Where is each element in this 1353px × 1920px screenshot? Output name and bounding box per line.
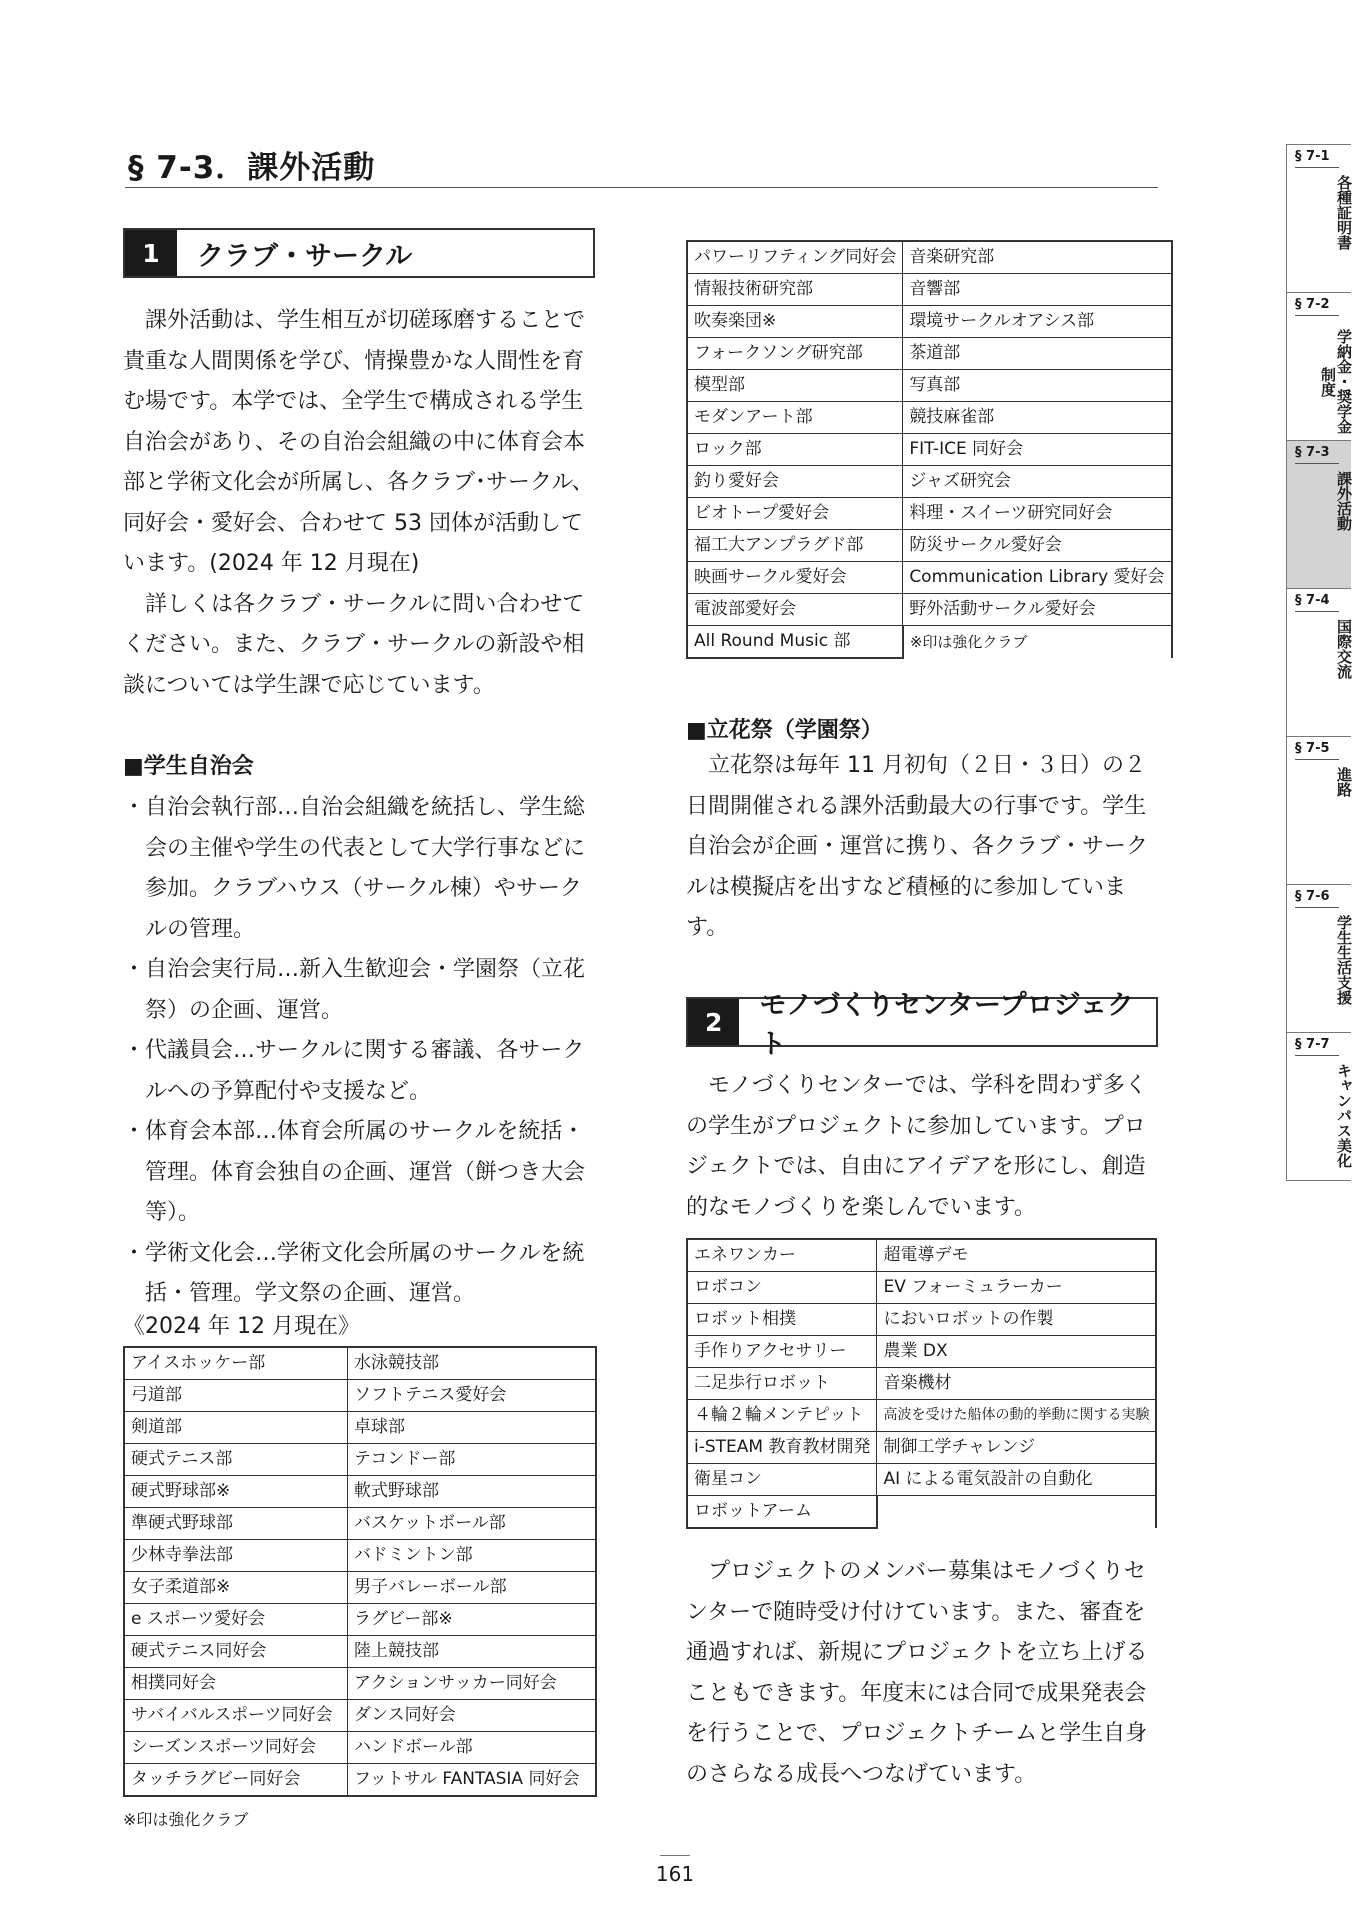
club-cell: バスケットボール部 — [348, 1508, 597, 1540]
project-cell: ロボコン — [687, 1272, 877, 1304]
tab-7-7[interactable] — [1286, 1032, 1351, 1180]
intro-paragraph-2: 詳しくは各クラブ・サークルに問い合わせてください。また、クラブ・サークルの新設や相談については学生課で応じています。 — [123, 591, 585, 698]
section-1-number: 1 — [125, 230, 177, 276]
project-cell: 制御工学チャレンジ — [877, 1432, 1157, 1464]
club-cell: All Round Music 部 — [687, 626, 903, 659]
club-cell: e スポーツ愛好会 — [124, 1604, 348, 1636]
tab-code: § 7-7 — [1295, 1037, 1330, 1052]
club-cell: FIT-ICE 同好会 — [903, 434, 1172, 466]
table-row — [124, 1732, 596, 1764]
table-row — [687, 530, 1172, 562]
club-cell: ダンス同好会 — [348, 1700, 597, 1732]
tab-7-5[interactable] — [1286, 736, 1351, 884]
table-row — [124, 1668, 596, 1700]
table-row — [687, 1272, 1156, 1304]
club-cell: テコンドー部 — [348, 1444, 597, 1476]
table-row — [687, 1239, 1156, 1272]
club-cell: 競技麻雀部 — [903, 402, 1172, 434]
table-row — [124, 1380, 596, 1412]
club-cell: 水泳競技部 — [348, 1347, 597, 1380]
tab-7-1[interactable] — [1286, 144, 1351, 292]
table-row — [124, 1412, 596, 1444]
student-council-heading: ■学生自治会 — [123, 754, 254, 779]
tab-7-4[interactable] — [1286, 588, 1351, 736]
club-cell: ロック部 — [687, 434, 903, 466]
club-cell: Communication Library 愛好会 — [903, 562, 1172, 594]
project-cell: ４輪２輪メンテピット — [687, 1400, 877, 1432]
club-cell: 軟式野球部 — [348, 1476, 597, 1508]
table-row — [687, 466, 1172, 498]
club-cell: 防災サークル愛好会 — [903, 530, 1172, 562]
club-cell: 環境サークルオアシス部 — [903, 306, 1172, 338]
project-cell: エネワンカー — [687, 1239, 877, 1272]
club-cell: 写真部 — [903, 370, 1172, 402]
club-cell: バドミントン部 — [348, 1540, 597, 1572]
table-row — [124, 1347, 596, 1380]
student-council-item: ・代議員会…サークルに関する審議、各サークルへの予算配付や支援など。 — [123, 1038, 585, 1104]
tab-code: § 7-4 — [1295, 593, 1330, 608]
student-council-item: ・自治会実行局…新入生歓迎会・学園祭（立花祭）の企画、運営。 — [123, 957, 586, 1023]
table-caption: 《2024 年 12 月現在》 — [123, 1314, 360, 1339]
section-1-intro — [123, 301, 598, 706]
tabs-end-rule — [1286, 1180, 1351, 1181]
table-row — [687, 434, 1172, 466]
club-cell: 少林寺拳法部 — [124, 1540, 348, 1572]
table-row — [687, 626, 1172, 659]
tab-label: 課外活動 — [1335, 471, 1353, 531]
club-cell: ジャズ研究会 — [903, 466, 1172, 498]
table-row — [124, 1700, 596, 1732]
student-council-list — [123, 788, 598, 1315]
project-table — [686, 1238, 1157, 1529]
table-row — [687, 241, 1172, 274]
club-cell: 硬式テニス部 — [124, 1444, 348, 1476]
table-row — [687, 402, 1172, 434]
table-row — [687, 1432, 1156, 1464]
festival-heading: ■立花祭（学園祭） — [686, 718, 883, 743]
table-row — [687, 1400, 1156, 1432]
project-cell: AI による電気設計の自動化 — [877, 1464, 1157, 1496]
club-cell: 女子柔道部※ — [124, 1572, 348, 1604]
page-number-rule — [660, 1855, 690, 1856]
section-2-header — [686, 990, 1158, 1060]
tab-7-6[interactable] — [1286, 884, 1351, 1032]
club-cell: パワーリフティング同好会 — [687, 241, 903, 274]
section-2-intro — [686, 1066, 1161, 1228]
monozukuri-paragraph-2: プロジェクトのメンバー募集はモノづくりセンターで随時受け付けています。また、審査を通過すれば、新規にプロジェクトを立ち上げることもできます。年度末には合同で成果発表会を行うことで、プロジェクトチームと学生自身のさらなる成長へつなげています。 — [686, 1559, 1148, 1787]
club-cell: ハンドボール部 — [348, 1732, 597, 1764]
table-row — [124, 1764, 596, 1797]
table-row — [687, 1336, 1156, 1368]
table-row — [124, 1636, 596, 1668]
tab-rule — [1295, 167, 1339, 168]
club-cell: 音楽研究部 — [903, 241, 1172, 274]
table-row — [124, 1444, 596, 1476]
page-number: 161 — [655, 1862, 695, 1886]
tab-rule — [1295, 907, 1339, 908]
club-table-sports — [123, 1346, 597, 1797]
section-2-number: 2 — [688, 999, 739, 1045]
tab-label: 国際交流 — [1335, 619, 1353, 679]
tab-code: § 7-5 — [1295, 741, 1330, 756]
table-row — [687, 306, 1172, 338]
table-row — [687, 1304, 1156, 1336]
tab-label: 学納金・奨学金制度 — [1319, 329, 1353, 434]
tab-code: § 7-1 — [1295, 149, 1330, 164]
club-cell: 陸上競技部 — [348, 1636, 597, 1668]
table-row — [124, 1604, 596, 1636]
tab-rule — [1295, 759, 1339, 760]
reinforced-club-note-left: ※印は強化クラブ — [123, 1810, 249, 1829]
title-divider — [125, 187, 1158, 188]
table-row — [687, 1464, 1156, 1496]
club-table-culture — [686, 240, 1173, 659]
club-cell: シーズンスポーツ同好会 — [124, 1732, 348, 1764]
project-cell: i-STEAM 教育教材開発 — [687, 1432, 877, 1464]
festival-text: 立花祭は毎年 11 月初旬（２日・３日）の２日間開催される課外活動最大の行事です。学生自治会が企画・運営に携り、各クラブ・サークルは模擬店を出すなど積極的に参加しています。 — [686, 753, 1149, 940]
project-cell: 農業 DX — [877, 1336, 1157, 1368]
project-cell: ロボット相撲 — [687, 1304, 877, 1336]
tab-rule — [1295, 611, 1339, 612]
project-cell: 高波を受けた船体の動的挙動に関する実験 — [877, 1400, 1157, 1432]
project-cell: 手作りアクセサリー — [687, 1336, 877, 1368]
project-cell: 超電導デモ — [877, 1239, 1157, 1272]
club-cell: 音響部 — [903, 274, 1172, 306]
section-1-header — [123, 228, 595, 278]
club-cell: 吹奏楽団※ — [687, 306, 903, 338]
club-cell: 卓球部 — [348, 1412, 597, 1444]
club-cell: ソフトテニス愛好会 — [348, 1380, 597, 1412]
student-council-item: ・体育会本部…体育会所属のサークルを統括・管理。体育会独自の企画、運営（餅つき大会等）。 — [123, 1119, 586, 1225]
section-2-title: モノづくりセンタープロジェクト — [759, 990, 1135, 1060]
table-row — [687, 562, 1172, 594]
tab-label: 学生生活支援 — [1335, 915, 1353, 1005]
club-cell: モダンアート部 — [687, 402, 903, 434]
festival-description — [686, 746, 1161, 949]
table-row — [687, 1368, 1156, 1400]
tab-code: § 7-3 — [1295, 445, 1330, 460]
tab-code: § 7-6 — [1295, 889, 1330, 904]
project-cell: 音楽機材 — [877, 1368, 1157, 1400]
tab-7-2[interactable] — [1286, 292, 1351, 440]
club-cell: 男子バレーボール部 — [348, 1572, 597, 1604]
club-cell: サバイバルスポーツ同好会 — [124, 1700, 348, 1732]
project-cell: ロボットアーム — [687, 1496, 877, 1529]
table-row — [687, 338, 1172, 370]
club-cell: タッチラグビー同好会 — [124, 1764, 348, 1797]
club-cell: 福工大アンプラグド部 — [687, 530, 903, 562]
student-council-item: ・学術文化会…学術文化会所属のサークルを統括・管理。学文祭の企画、運営。 — [123, 1240, 585, 1306]
club-cell: 準硬式野球部 — [124, 1508, 348, 1540]
club-cell: ラグビー部※ — [348, 1604, 597, 1636]
tab-label: 各種証明書 — [1335, 175, 1353, 250]
table-row — [124, 1508, 596, 1540]
club-cell: 模型部 — [687, 370, 903, 402]
project-cell: 二足歩行ロボット — [687, 1368, 877, 1400]
project-cell: EV フォーミュラーカー — [877, 1272, 1157, 1304]
chapter-index-tabs — [1286, 144, 1351, 1181]
project-cell: においロボットの作製 — [877, 1304, 1157, 1336]
club-cell: ビオトープ愛好会 — [687, 498, 903, 530]
club-cell: 映画サークル愛好会 — [687, 562, 903, 594]
section-1-title: クラブ・サークル — [197, 240, 413, 272]
tab-7-3[interactable] — [1286, 440, 1351, 588]
monozukuri-paragraph-1: モノづくりセンターでは、学科を問わず多くの学生がプロジェクトに参加しています。プロジェクトでは、自由にアイデアを形にし、創造的なモノづくりを楽しんでいます。 — [686, 1073, 1147, 1220]
club-cell: フォークソング研究部 — [687, 338, 903, 370]
project-cell: 衛星コン — [687, 1464, 877, 1496]
table-row — [124, 1540, 596, 1572]
empty-cell — [877, 1496, 1157, 1529]
table-row — [124, 1572, 596, 1604]
club-cell: 相撲同好会 — [124, 1668, 348, 1700]
table-row — [687, 370, 1172, 402]
tab-label: 進路 — [1335, 767, 1353, 797]
table-row — [124, 1476, 596, 1508]
table-row — [687, 498, 1172, 530]
reinforced-club-note-right: ※印は強化クラブ — [903, 626, 1172, 659]
page-title: § 7-3．課外活動 — [128, 150, 376, 186]
section-2-closing — [686, 1552, 1161, 1795]
club-cell: 情報技術研究部 — [687, 274, 903, 306]
club-cell: 硬式野球部※ — [124, 1476, 348, 1508]
club-cell: アイスホッケー部 — [124, 1347, 348, 1380]
student-council-item: ・自治会執行部…自治会組織を統括し、学生総会の主催や学生の代表として大学行事などに参加。クラブハウス（サークル棟）やサークルの管理。 — [123, 795, 586, 942]
table-row — [687, 274, 1172, 306]
club-cell: 茶道部 — [903, 338, 1172, 370]
club-cell: 電波部愛好会 — [687, 594, 903, 626]
club-cell: アクションサッカー同好会 — [348, 1668, 597, 1700]
tab-code: § 7-2 — [1295, 297, 1330, 312]
club-cell: 野外活動サークル愛好会 — [903, 594, 1172, 626]
tab-rule — [1295, 463, 1339, 464]
tab-rule — [1295, 1055, 1339, 1056]
club-cell: 釣り愛好会 — [687, 466, 903, 498]
club-cell: 料理・スイーツ研究同好会 — [903, 498, 1172, 530]
tab-label: キャンパス美化 — [1335, 1063, 1353, 1168]
tab-rule — [1295, 315, 1339, 316]
club-cell: 弓道部 — [124, 1380, 348, 1412]
table-row — [687, 594, 1172, 626]
intro-paragraph-1: 課外活動は、学生相互が切磋琢磨することで貴重な人間関係を学び、情操豊かな人間性を育む場です。本学では、全学生で構成される学生自治会があり、その自治会組織の中に体育会本部と学術文化会が所属し、各クラブ･サークル、同好会・愛好会、合わせて 53 団体が活動しています。(2024 年 12 月現在) — [123, 308, 594, 576]
club-cell: 硬式テニス同好会 — [124, 1636, 348, 1668]
table-row — [687, 1496, 1156, 1529]
club-cell: 剣道部 — [124, 1412, 348, 1444]
club-cell: フットサル FANTASIA 同好会 — [348, 1764, 597, 1797]
